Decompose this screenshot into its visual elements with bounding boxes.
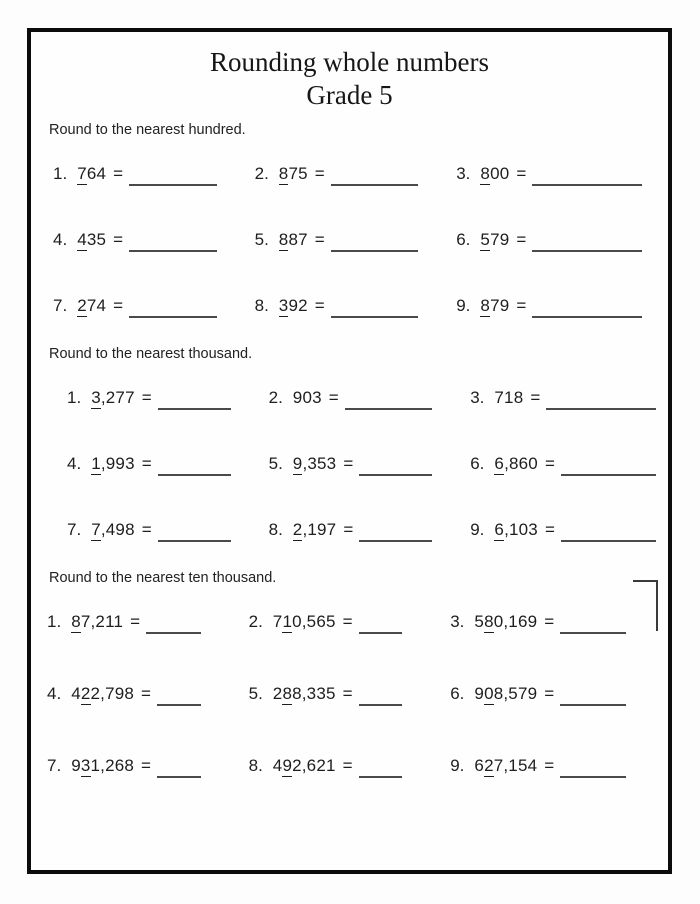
problem-item [53, 230, 255, 250]
problem-value [91, 454, 135, 474]
problem-number-label: 9. [450, 755, 465, 775]
problem-number-label: 6. [470, 453, 485, 473]
problem-value-before: 9 [474, 683, 485, 703]
problem-value [474, 756, 537, 776]
problem-value-underlined-digit: 8 [484, 611, 494, 631]
problem-value [91, 520, 135, 540]
problem-item [47, 612, 249, 632]
answer-blank[interactable] [359, 534, 432, 542]
problem-number-label: 6. [450, 683, 465, 703]
problem-value-after: 8,579 [493, 683, 538, 703]
problem-value-before: 903 [292, 387, 322, 407]
problem-value-after: 0,169 [493, 611, 538, 631]
problem-value-underlined-digit: 1 [282, 611, 293, 631]
problem-item [450, 612, 640, 632]
problem-item [456, 296, 646, 316]
problem-value [494, 454, 538, 474]
problem-value [71, 756, 134, 776]
worksheet-section [49, 345, 646, 540]
problem-value-underlined-digit: 7 [91, 519, 101, 539]
answer-blank[interactable] [158, 534, 231, 542]
problem-item [53, 164, 255, 184]
problem-value-underlined-digit: 2 [484, 755, 494, 775]
problem-item [47, 684, 249, 704]
problem-value-after: ,277 [100, 387, 135, 407]
problem-number-label: 4. [47, 683, 62, 703]
problem-number-label: 6. [456, 229, 471, 249]
problem-value-underlined-digit: 3 [80, 755, 91, 775]
problem-value-after: 2,798 [90, 683, 135, 703]
answer-blank[interactable] [359, 698, 403, 706]
problem-item [470, 520, 660, 540]
problem-value [279, 296, 308, 316]
problem-value [494, 520, 538, 540]
problem-value-underlined-digit: 8 [278, 163, 289, 183]
problem-value-after: 74 [86, 295, 107, 315]
problem-value-underlined-digit: 1 [91, 453, 101, 473]
problem-item [470, 454, 660, 474]
problem-value-after: ,498 [100, 519, 135, 539]
problem-number-label: 2. [248, 611, 263, 631]
worksheet-section [49, 121, 646, 316]
problem-value-underlined-digit: 8 [71, 611, 81, 631]
answer-blank[interactable] [560, 698, 626, 706]
problem-item [67, 454, 269, 474]
equals-sign: = [516, 229, 527, 249]
problem-value [273, 756, 336, 776]
problem-value-after: ,197 [302, 519, 337, 539]
corner-crop-mark [633, 580, 658, 631]
equals-sign: = [544, 755, 555, 775]
equals-sign: = [141, 683, 151, 703]
answer-blank[interactable] [359, 770, 403, 778]
equals-sign: = [516, 163, 527, 183]
problem-value-underlined-digit: 6 [494, 519, 505, 539]
answer-blank[interactable] [560, 770, 626, 778]
answer-blank[interactable] [331, 178, 419, 186]
equals-sign: = [314, 163, 325, 183]
problem-value-underlined-digit: 9 [292, 453, 303, 473]
problem-item [470, 388, 660, 408]
equals-sign: = [113, 229, 124, 249]
equals-sign: = [544, 519, 555, 539]
equals-sign: = [113, 163, 124, 183]
equals-sign: = [141, 519, 152, 539]
equals-sign: = [130, 611, 141, 631]
answer-blank[interactable] [561, 468, 656, 476]
answer-blank[interactable] [359, 468, 432, 476]
problem-value-after: 92 [288, 295, 308, 315]
equals-sign: = [343, 519, 354, 539]
problem-item [255, 230, 457, 250]
equals-sign: = [141, 755, 151, 775]
problem-value [480, 164, 509, 184]
answer-blank[interactable] [532, 310, 642, 318]
problem-number-label: 5. [254, 229, 269, 249]
problem-item [67, 388, 269, 408]
answer-blank[interactable] [532, 178, 642, 186]
problem-item [269, 388, 471, 408]
problem-item [269, 520, 471, 540]
problem-value-underlined-digit: 3 [91, 387, 101, 407]
problem-value-before: 9 [71, 755, 81, 775]
problem-value-before: 5 [474, 611, 485, 631]
problem-number-label: 3. [456, 163, 471, 183]
problem-value [279, 164, 308, 184]
problem-value-after: 35 [86, 229, 107, 249]
problem-value [474, 684, 537, 704]
problem-value [71, 684, 134, 704]
problem-number-label: 8. [254, 295, 269, 315]
answer-blank[interactable] [331, 310, 419, 318]
problem-item [249, 612, 451, 632]
problem-number-label: 1. [67, 387, 82, 407]
problem-number-label: 7. [47, 755, 62, 775]
problem-number-label: 5. [248, 683, 263, 703]
equals-sign: = [530, 387, 541, 407]
problem-value-underlined-digit: 9 [282, 755, 293, 775]
problem-number-label: 3. [450, 611, 465, 631]
problem-value-underlined-digit: 5 [480, 229, 491, 249]
problem-value-after: 0,565 [292, 611, 336, 631]
equals-sign: = [343, 453, 354, 473]
problem-value [71, 612, 123, 632]
problem-value-after: 79 [490, 295, 510, 315]
equals-sign: = [544, 453, 555, 473]
equals-sign: = [141, 453, 152, 473]
problem-value-underlined-digit: 2 [292, 519, 303, 539]
problem-value-after: 87 [288, 229, 308, 249]
equals-sign: = [314, 229, 325, 249]
worksheet-title [53, 46, 646, 112]
problem-value [279, 230, 308, 250]
worksheet-page [27, 28, 672, 874]
problem-number-label: 4. [53, 229, 68, 249]
problem-item [47, 756, 249, 776]
section-instruction: Round to the nearest ten thousand. [49, 569, 277, 586]
problem-grid [53, 164, 646, 316]
problem-item [456, 164, 646, 184]
problem-value-before: 7 [272, 611, 283, 631]
problem-value-after: ,993 [100, 453, 135, 473]
problem-value-before: 4 [71, 683, 81, 703]
problem-item [456, 230, 646, 250]
section-instruction: Round to the nearest thousand. [49, 345, 253, 362]
problem-item [450, 684, 640, 704]
problem-value [77, 164, 106, 184]
answer-blank[interactable] [532, 244, 642, 252]
problem-value-before: 6 [474, 755, 485, 775]
problem-value-underlined-digit: 0 [484, 683, 494, 703]
problem-number-label: 1. [47, 611, 62, 631]
problem-value [494, 388, 523, 408]
problem-item [53, 296, 255, 316]
problem-value [273, 612, 336, 632]
answer-blank[interactable] [157, 770, 201, 778]
problem-number-label: 8. [248, 755, 263, 775]
problem-value-underlined-digit: 8 [278, 229, 289, 249]
equals-sign: = [342, 755, 353, 775]
answer-blank[interactable] [345, 402, 433, 410]
problem-number-label: 9. [470, 519, 485, 539]
worksheet-section [47, 569, 646, 776]
problem-value-underlined-digit: 3 [278, 295, 289, 315]
equals-sign: = [113, 295, 124, 315]
problem-item [269, 454, 471, 474]
problem-value-after: ,353 [302, 453, 337, 473]
problem-value-after: 79 [490, 229, 510, 249]
problem-value-after: ,103 [504, 519, 538, 539]
problem-value-underlined-digit: 4 [77, 229, 87, 249]
problem-item [67, 520, 269, 540]
problem-value-underlined-digit: 2 [77, 295, 87, 315]
problem-number-label: 2. [254, 163, 269, 183]
problem-value-after: ,860 [504, 453, 538, 473]
equals-sign: = [328, 387, 339, 407]
equals-sign: = [544, 611, 555, 631]
title-line-2: Grade 5 [306, 79, 393, 110]
problem-value-after: 8,335 [292, 683, 336, 703]
problem-value [273, 684, 336, 704]
problem-value [77, 230, 106, 250]
problem-value-after: 75 [288, 163, 308, 183]
problem-value-underlined-digit: 8 [480, 163, 491, 183]
problem-number-label: 4. [67, 453, 82, 473]
problem-number-label: 5. [268, 453, 283, 473]
equals-sign: = [342, 683, 353, 703]
problem-item [255, 296, 457, 316]
problem-grid [67, 388, 660, 540]
problem-number-label: 3. [470, 387, 485, 407]
problem-value [293, 388, 322, 408]
problem-value [77, 296, 106, 316]
answer-blank[interactable] [158, 402, 231, 410]
problem-value-underlined-digit: 7 [77, 163, 87, 183]
answer-blank[interactable] [359, 626, 403, 634]
sections [47, 121, 646, 776]
answer-blank[interactable] [561, 534, 656, 542]
equals-sign: = [314, 295, 325, 315]
problem-grid [47, 612, 640, 776]
problem-value [91, 388, 135, 408]
answer-blank[interactable] [560, 626, 626, 634]
problem-item [450, 756, 640, 776]
problem-value [480, 296, 509, 316]
problem-value-after: 7,211 [80, 611, 124, 631]
problem-value-after: 2,621 [292, 755, 336, 775]
problem-value-before: 718 [494, 387, 524, 407]
answer-blank[interactable] [129, 178, 217, 186]
problem-number-label: 2. [268, 387, 283, 407]
problem-item [255, 164, 457, 184]
answer-blank[interactable] [129, 310, 217, 318]
answer-blank[interactable] [546, 402, 656, 410]
answer-blank[interactable] [157, 698, 201, 706]
section-instruction: Round to the nearest hundred. [49, 121, 246, 138]
problem-value-underlined-digit: 8 [480, 295, 491, 315]
problem-value-underlined-digit: 2 [80, 683, 91, 703]
answer-blank[interactable] [158, 468, 231, 476]
problem-number-label: 1. [53, 163, 68, 183]
equals-sign: = [516, 295, 527, 315]
title-line-1: Rounding whole numbers [210, 47, 489, 77]
equals-sign: = [141, 387, 152, 407]
problem-value-underlined-digit: 6 [494, 453, 505, 473]
answer-blank[interactable] [331, 244, 419, 252]
problem-number-label: 7. [67, 519, 82, 539]
problem-item [249, 756, 451, 776]
answer-blank[interactable] [146, 626, 201, 634]
problem-value-after: 7,154 [493, 755, 538, 775]
problem-value [293, 520, 337, 540]
problem-value [293, 454, 337, 474]
problem-value-before: 2 [272, 683, 283, 703]
problem-value-after: 64 [86, 163, 107, 183]
problem-number-label: 9. [456, 295, 471, 315]
problem-number-label: 8. [268, 519, 283, 539]
problem-number-label: 7. [53, 295, 68, 315]
equals-sign: = [342, 611, 353, 631]
answer-blank[interactable] [129, 244, 217, 252]
problem-item [249, 684, 451, 704]
equals-sign: = [544, 683, 555, 703]
problem-value [474, 612, 537, 632]
problem-value-before: 4 [272, 755, 283, 775]
problem-value [480, 230, 509, 250]
problem-value-underlined-digit: 8 [282, 683, 293, 703]
problem-value-after: 00 [490, 163, 510, 183]
problem-value-after: 1,268 [90, 755, 135, 775]
